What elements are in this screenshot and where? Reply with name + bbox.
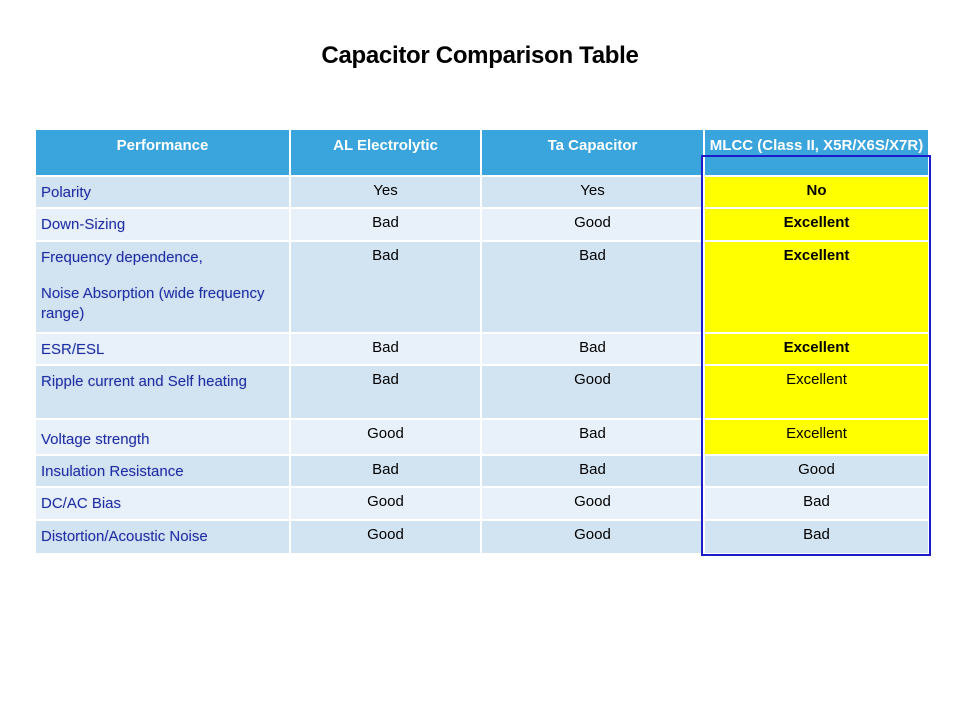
cell-ta: Good	[481, 520, 704, 554]
header-ta-capacitor: Ta Capacitor	[481, 129, 704, 176]
table-row	[35, 333, 929, 365]
row-label	[35, 241, 290, 333]
cell-mlcc: Excellent	[704, 208, 929, 241]
cell-al: Good	[290, 520, 481, 554]
table-row	[35, 241, 929, 333]
cell-ta: Bad	[481, 241, 704, 333]
header-mlcc: MLCC (Class II, X5R/X6S/X7R)	[704, 129, 929, 176]
table-row	[35, 365, 929, 419]
cell-mlcc: Bad	[704, 487, 929, 520]
row-label: Polarity	[35, 176, 290, 208]
cell-ta: Yes	[481, 176, 704, 208]
cell-al: Bad	[290, 365, 481, 419]
cell-mlcc: Good	[704, 455, 929, 487]
cell-ta: Bad	[481, 333, 704, 365]
cell-ta: Good	[481, 208, 704, 241]
cell-ta: Bad	[481, 455, 704, 487]
cell-ta: Good	[481, 365, 704, 419]
table-row	[35, 208, 929, 241]
table-row	[35, 520, 929, 554]
row-label: Ripple current and Self heating	[35, 365, 290, 419]
page-title: Capacitor Comparison Table	[321, 42, 639, 69]
cell-al: Good	[290, 419, 481, 455]
cell-mlcc: No	[704, 176, 929, 208]
cell-al: Bad	[290, 208, 481, 241]
row-label: Voltage strength	[35, 419, 290, 455]
table-row	[35, 487, 929, 520]
cell-mlcc: Excellent	[704, 241, 929, 333]
row-label: DC/AC Bias	[35, 487, 290, 520]
cell-al: Bad	[290, 455, 481, 487]
row-label: ESR/ESL	[35, 333, 290, 365]
cell-al: Yes	[290, 176, 481, 208]
table-row	[35, 419, 929, 455]
cell-al: Good	[290, 487, 481, 520]
cell-ta: Good	[481, 487, 704, 520]
header-performance: Performance	[35, 129, 290, 176]
cell-mlcc: Bad	[704, 520, 929, 554]
cell-mlcc: Excellent	[704, 419, 929, 455]
table-header-row	[35, 129, 929, 176]
cell-ta: Bad	[481, 419, 704, 455]
row-label: Down-Sizing	[35, 208, 290, 241]
cell-mlcc: Excellent	[704, 333, 929, 365]
table-row	[35, 176, 929, 208]
cell-al: Bad	[290, 333, 481, 365]
header-al-electrolytic: AL Electrolytic	[290, 129, 481, 176]
row-label: Insulation Resistance	[35, 455, 290, 487]
cell-mlcc: Excellent	[704, 365, 929, 419]
row-label-line: Frequency dependence,	[41, 249, 203, 266]
cell-al: Bad	[290, 241, 481, 333]
row-label: Distortion/Acoustic Noise	[35, 520, 290, 554]
comparison-table	[34, 128, 930, 555]
row-label-line: Noise Absorption (wide frequency range)	[41, 285, 265, 322]
table-row	[35, 455, 929, 487]
